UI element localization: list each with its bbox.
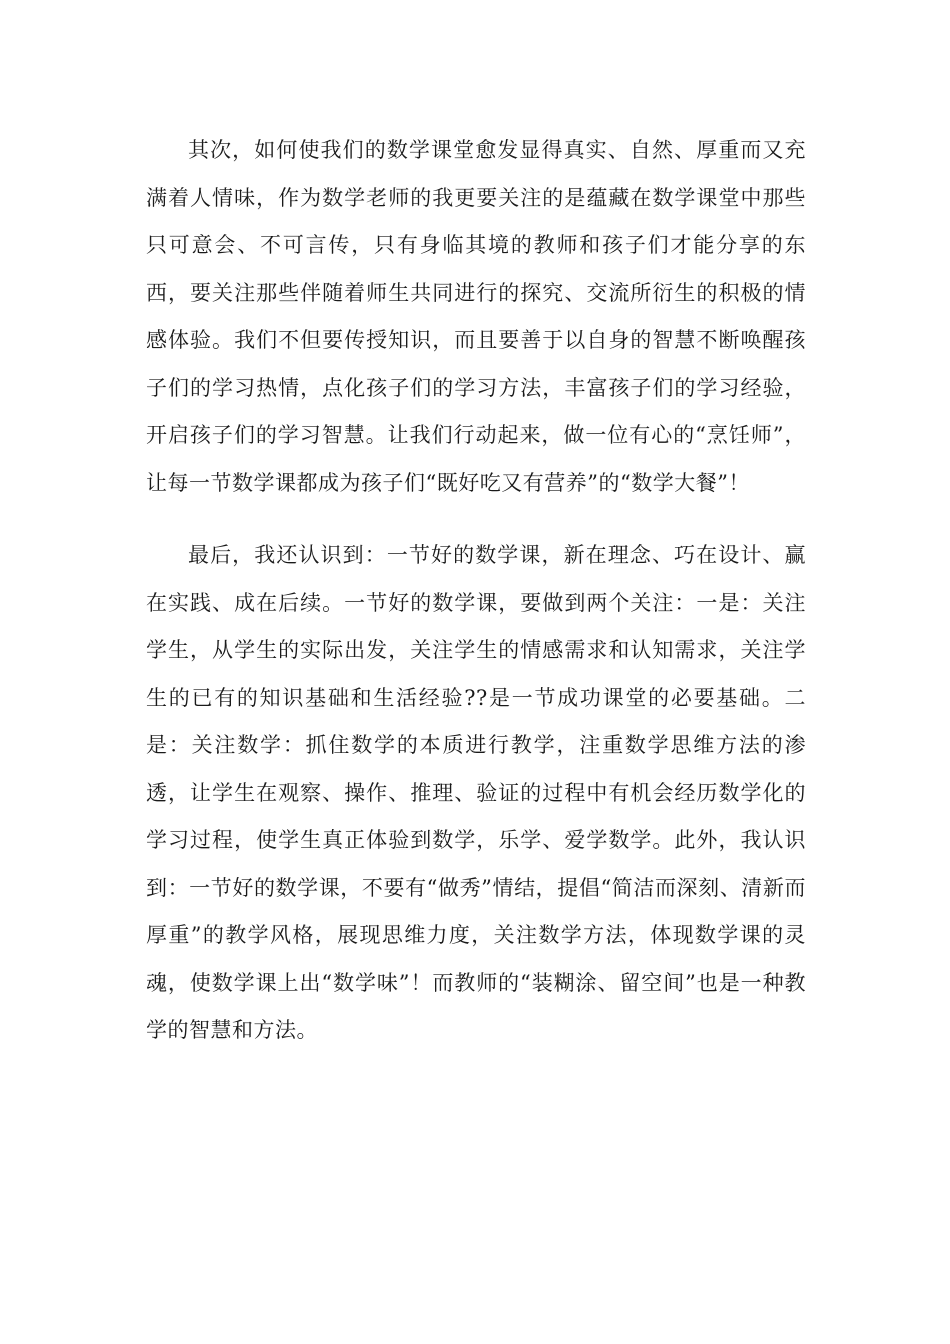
document-body [146,127,806,1055]
paragraph-1: 其次，如何使我们的数学课堂愈发显得真实、自然、厚重而又充满着人情味，作为数学老师的我更要关注的是蕴藏在数学课堂中那些只可意会、不可言传，只有身临其境的教师和孩子们才能分享的东西，要关注那些伴随着师生共同进行的探究、交流所衍生的积极的情感体验。我们不但要传授知识，而且要善于以自身的智慧不断唤醒孩子们的学习热情，点化孩子们的学习方法，丰富孩子们的学习经验，开启孩子们的学习智慧。让我们行动起来，做一位有心的“烹饪师”，让每一节数学课都成为孩子们“既好吃又有营养”的“数学大餐”！ [146,138,806,495]
paragraph-2: 最后，我还认识到：一节好的数学课，新在理念、巧在设计、赢在实践、成在后续。一节好的数学课，要做到两个关注：一是：关注学生，从学生的实际出发，关注学生的情感需求和认知需求，关注学生的已有的知识基础和生活经验??是一节成功课堂的必要基础。二是：关注数学：抓住数学的本质进行教学，注重数学思维方法的渗透，让学生在观察、操作、推理、验证的过程中有机会经历数学化的学习过程，使学生真正体验到数学，乐学、爱学数学。此外，我认识到：一节好的数学课，不要有“做秀”情结，提倡“简洁而深刻、清新而厚重”的教学风格，展现思维力度，关注数学方法，体现数学课的灵魂，使数学课上出“数学味”！而教师的“装糊涂、留空间”也是一种教学的智慧和方法。 [146,543,806,1042]
